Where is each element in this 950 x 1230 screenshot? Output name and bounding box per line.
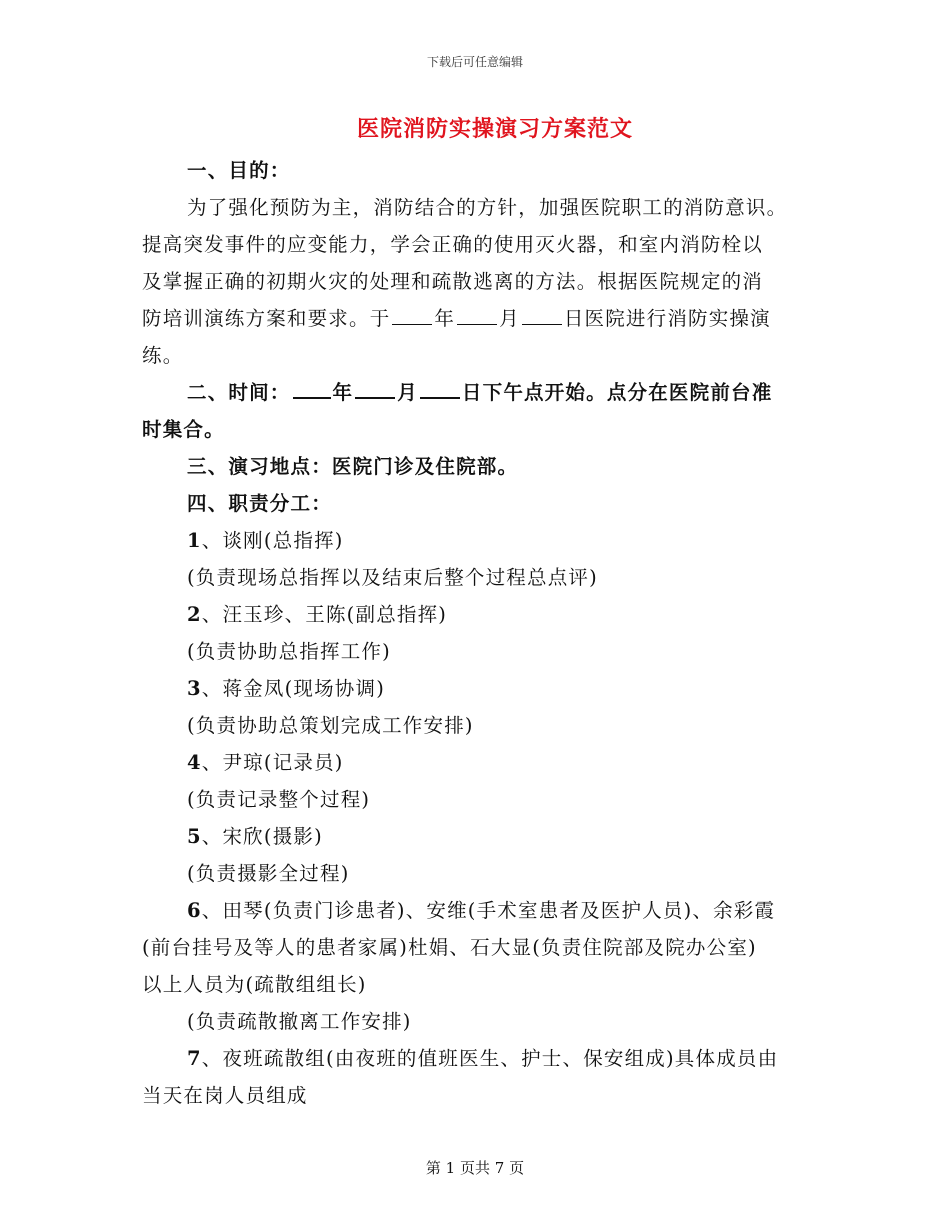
duty-item [142, 744, 812, 781]
duty-number: 1 [187, 529, 202, 552]
duty-item [142, 818, 812, 855]
section-heading-purpose: 一、目的： [187, 159, 291, 182]
paragraph-line: 当天在岗人员组成 [142, 1084, 308, 1107]
text-segment: 年 [332, 381, 354, 404]
duty-text: 、蒋金凤(现场协调) [201, 677, 385, 700]
paragraph-line: 提高突发事件的应变能力，学会正确的使用灭火器，和室内消防栓以 [142, 233, 764, 256]
duty-description: (负责记录整个过程) [187, 788, 371, 811]
blank-day [522, 304, 562, 325]
blank-year [392, 304, 432, 325]
duty-number: 4 [187, 751, 202, 774]
blank-day [420, 377, 460, 399]
duty-description: (负责协助总策划完成工作安排) [187, 714, 474, 737]
duty-number: 3 [187, 677, 202, 700]
text-segment: 日医院进行消防实操演 [563, 307, 771, 330]
section-time [142, 374, 812, 411]
paragraph-line: 练。 [142, 344, 184, 367]
blank-year [293, 377, 331, 399]
duty-item [142, 596, 812, 633]
duty-number: 6 [187, 899, 202, 922]
text-segment: 月 [397, 381, 418, 404]
duty-number: 7 [187, 1047, 202, 1070]
duty-text: 、宋欣(摄影) [201, 825, 323, 848]
duty-item [142, 1040, 812, 1077]
blank-month [457, 304, 497, 325]
duty-item [142, 522, 812, 559]
page-footer: 第 1 页共 7 页 [425, 1159, 525, 1177]
duty-text: 、田琴(负责门诊患者)、安维(手术室患者及医护人员)、余彩霞 [201, 899, 776, 922]
paragraph-line: 为了强化预防为主，消防结合的方针，加强医院职工的消防意识。 [187, 196, 788, 219]
section-heading-location: 三、演习地点：医院门诊及住院部。 [187, 455, 519, 478]
duty-item [142, 892, 812, 929]
document-body [142, 152, 812, 1114]
section-heading-duties: 四、职责分工： [187, 492, 332, 515]
paragraph-line: 及掌握正确的初期火灾的处理和疏散逃离的方法。根据医院规定的消 [142, 270, 764, 293]
duty-text: 、尹琼(记录员) [201, 751, 344, 774]
section-heading-time: 二、时间： [187, 381, 291, 404]
paragraph-line: 时集合。 [142, 418, 225, 441]
paragraph-line [142, 300, 812, 337]
text-segment: 防培训演练方案和要求。于 [142, 307, 391, 330]
duty-text: 、谈刚(总指挥) [201, 529, 344, 552]
duty-description: (负责协助总指挥工作) [187, 640, 391, 663]
duty-description: (负责现场总指挥以及结束后整个过程总点评) [187, 566, 598, 589]
blank-month [355, 377, 395, 399]
duty-number: 2 [187, 603, 202, 626]
duty-text: 、夜班疏散组(由夜班的值班医生、护士、保安组成)具体成员由 [201, 1047, 779, 1070]
duty-item [142, 670, 812, 707]
document-title: 医院消防实操演习方案范文 [356, 116, 633, 142]
duty-description: (负责摄影全过程) [187, 862, 350, 885]
paragraph-line: (前台挂号及等人的患者家属)杜娟、石大显(负责住院部及院办公室) [142, 936, 757, 959]
duty-number: 5 [187, 825, 202, 848]
header-note: 下载后可任意编辑 [426, 55, 523, 69]
paragraph-line: 以上人员为(疏散组组长) [142, 973, 367, 996]
duty-text: 、汪玉珍、王陈(副总指挥) [201, 603, 448, 626]
duty-description: (负责疏散撤离工作安排) [187, 1010, 412, 1033]
text-segment: 年 [434, 307, 456, 330]
text-segment: 月 [499, 307, 520, 330]
text-segment: 日下午点开始。点分在医院前台准 [461, 381, 773, 404]
